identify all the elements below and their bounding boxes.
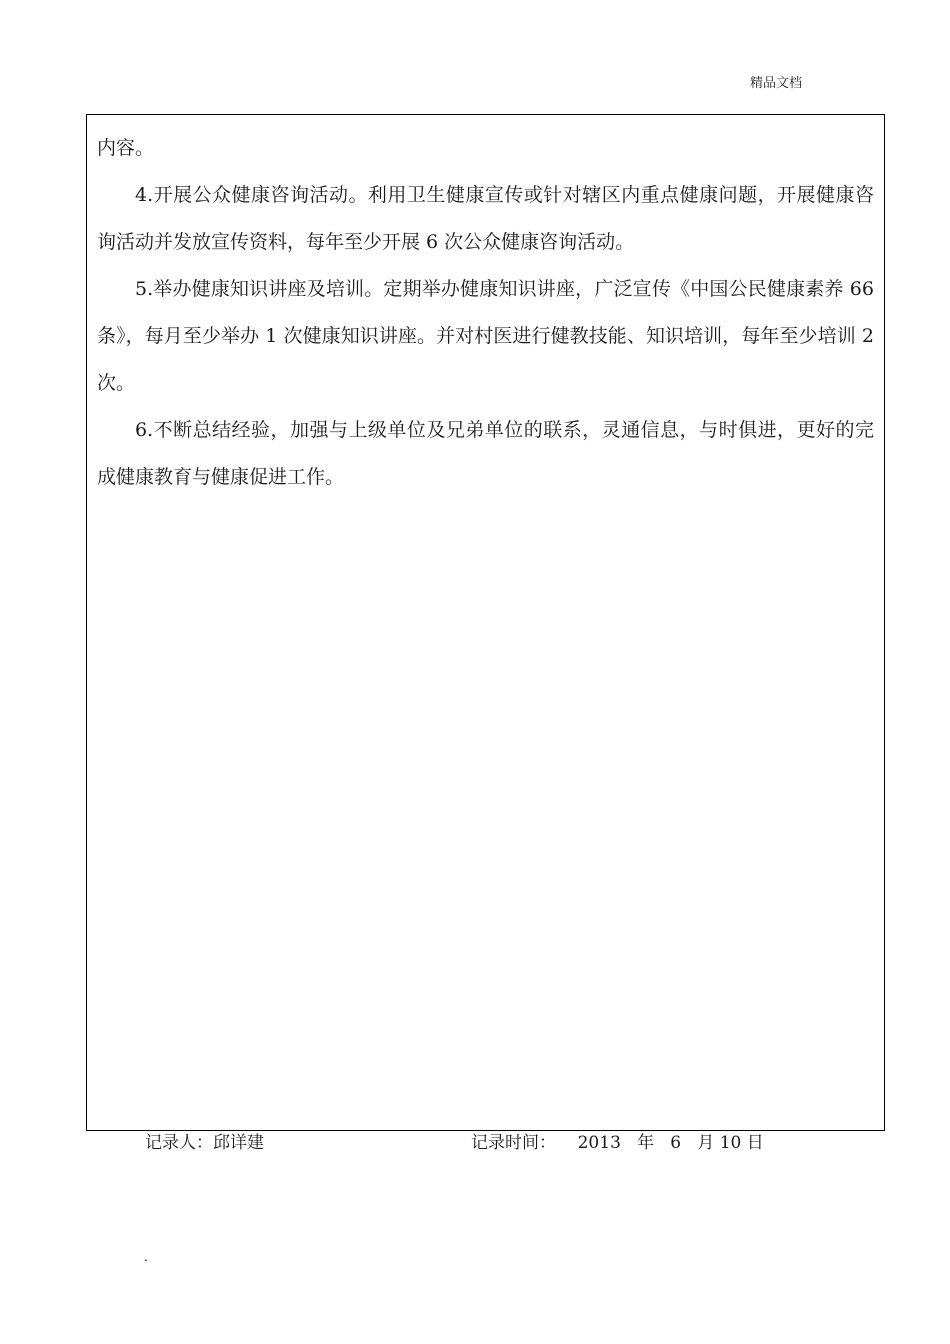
paragraph-continuation: 内容。 <box>97 137 155 159</box>
paragraph-item-6: 6.不断总结经验，加强与上级单位及兄弟单位的联系，灵通信息，与时俱进，更好的完成健康教育与健康促进工作。 <box>97 419 874 488</box>
record-time-label: 记录时间： 2013 年 6 月 10 日 <box>471 1133 764 1153</box>
header-watermark: 精品文档 <box>750 76 803 91</box>
page-mark: . <box>144 1250 148 1264</box>
paragraph-item-5: 5.举办健康知识讲座及培训。定期举办健康知识讲座，广泛宣传《中国公民健康素养 66 条》，每月至少举办 1 次健康知识讲座。并对村医进行健教技能、知识培训，每年至少培训 2 次。 <box>97 278 874 394</box>
paragraph-item-4: 4.开展公众健康咨询活动。利用卫生健康宣传或针对辖区内重点健康问题，开展健康咨询活动并发放宣传资料，每年至少开展 6 次公众健康咨询活动。 <box>97 184 874 253</box>
recorder-label: 记录人：邱详建 <box>145 1133 264 1153</box>
content-frame <box>86 114 885 1131</box>
body-text <box>97 125 874 501</box>
